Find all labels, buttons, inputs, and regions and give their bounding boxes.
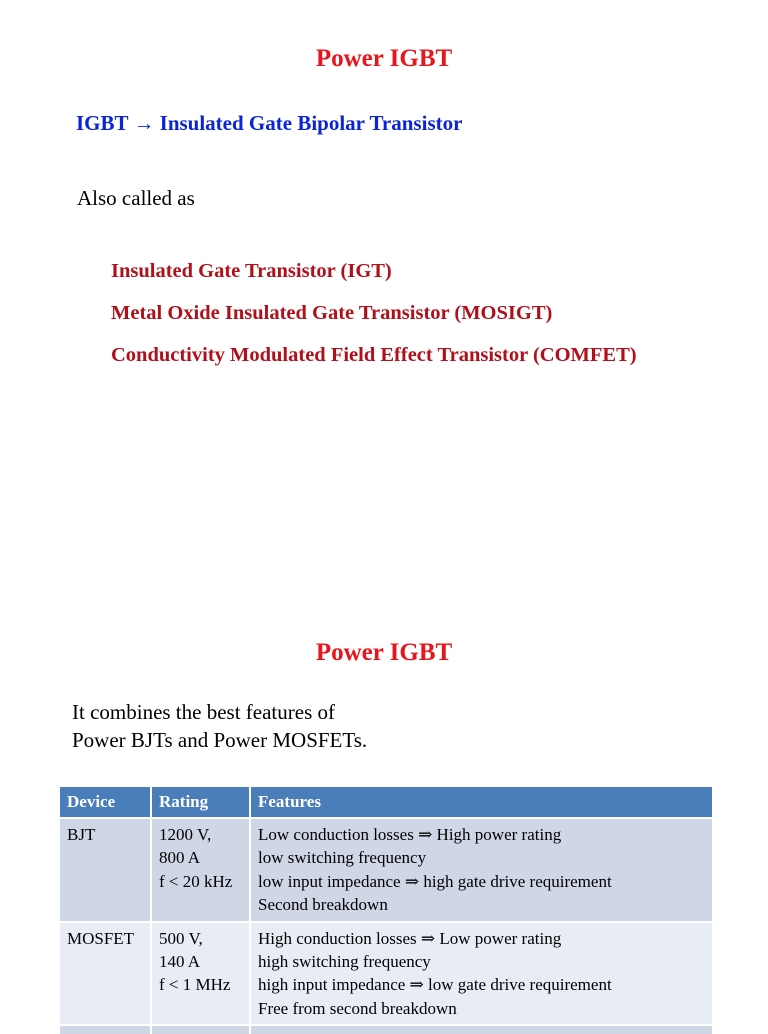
igbt-definition: IGBT → Insulated Gate Bipolar Transistor	[76, 111, 463, 135]
header-features: Features	[250, 787, 712, 818]
slide-title: Power IGBT	[315, 639, 453, 666]
device-cell: BJT	[60, 818, 151, 922]
alias-item: Insulated Gate Transistor (IGT)	[111, 260, 392, 282]
table-row	[60, 922, 712, 1026]
intro-line: Power BJTs and Power MOSFETs.	[72, 728, 368, 752]
table-row	[60, 818, 712, 922]
intro-line: It combines the best features of	[72, 700, 335, 724]
header-rating: Rating	[151, 787, 250, 818]
alias-item: Metal Oxide Insulated Gate Transistor (MOSIGT)	[111, 302, 553, 324]
header-device: Device	[60, 787, 151, 818]
rating-cell: 500 V, 140 A f < 1 MHz	[151, 922, 250, 1026]
comparison-table	[60, 787, 712, 1034]
features-cell: High conduction losses ⇒ Low power rating high switching frequency high input impedance ⇒ low gate drive requirement Free from second breakdown	[250, 922, 712, 1026]
device-cell: MOSFET	[60, 922, 151, 1026]
rating-cell: 1200 V, 800 A f < 20 kHz	[151, 818, 250, 922]
also-called-label: Also called as	[77, 186, 195, 210]
slide-title: Power IGBT	[315, 45, 453, 72]
features-cell: Low conduction losses ⇒ High power rating low switching frequency low input impedance ⇒ high gate drive requirement Second breakdown	[250, 818, 712, 922]
alias-item: Conductivity Modulated Field Effect Transistor (COMFET)	[111, 344, 637, 366]
table-header-row	[60, 787, 712, 818]
table-row-cut-off	[60, 1025, 712, 1034]
